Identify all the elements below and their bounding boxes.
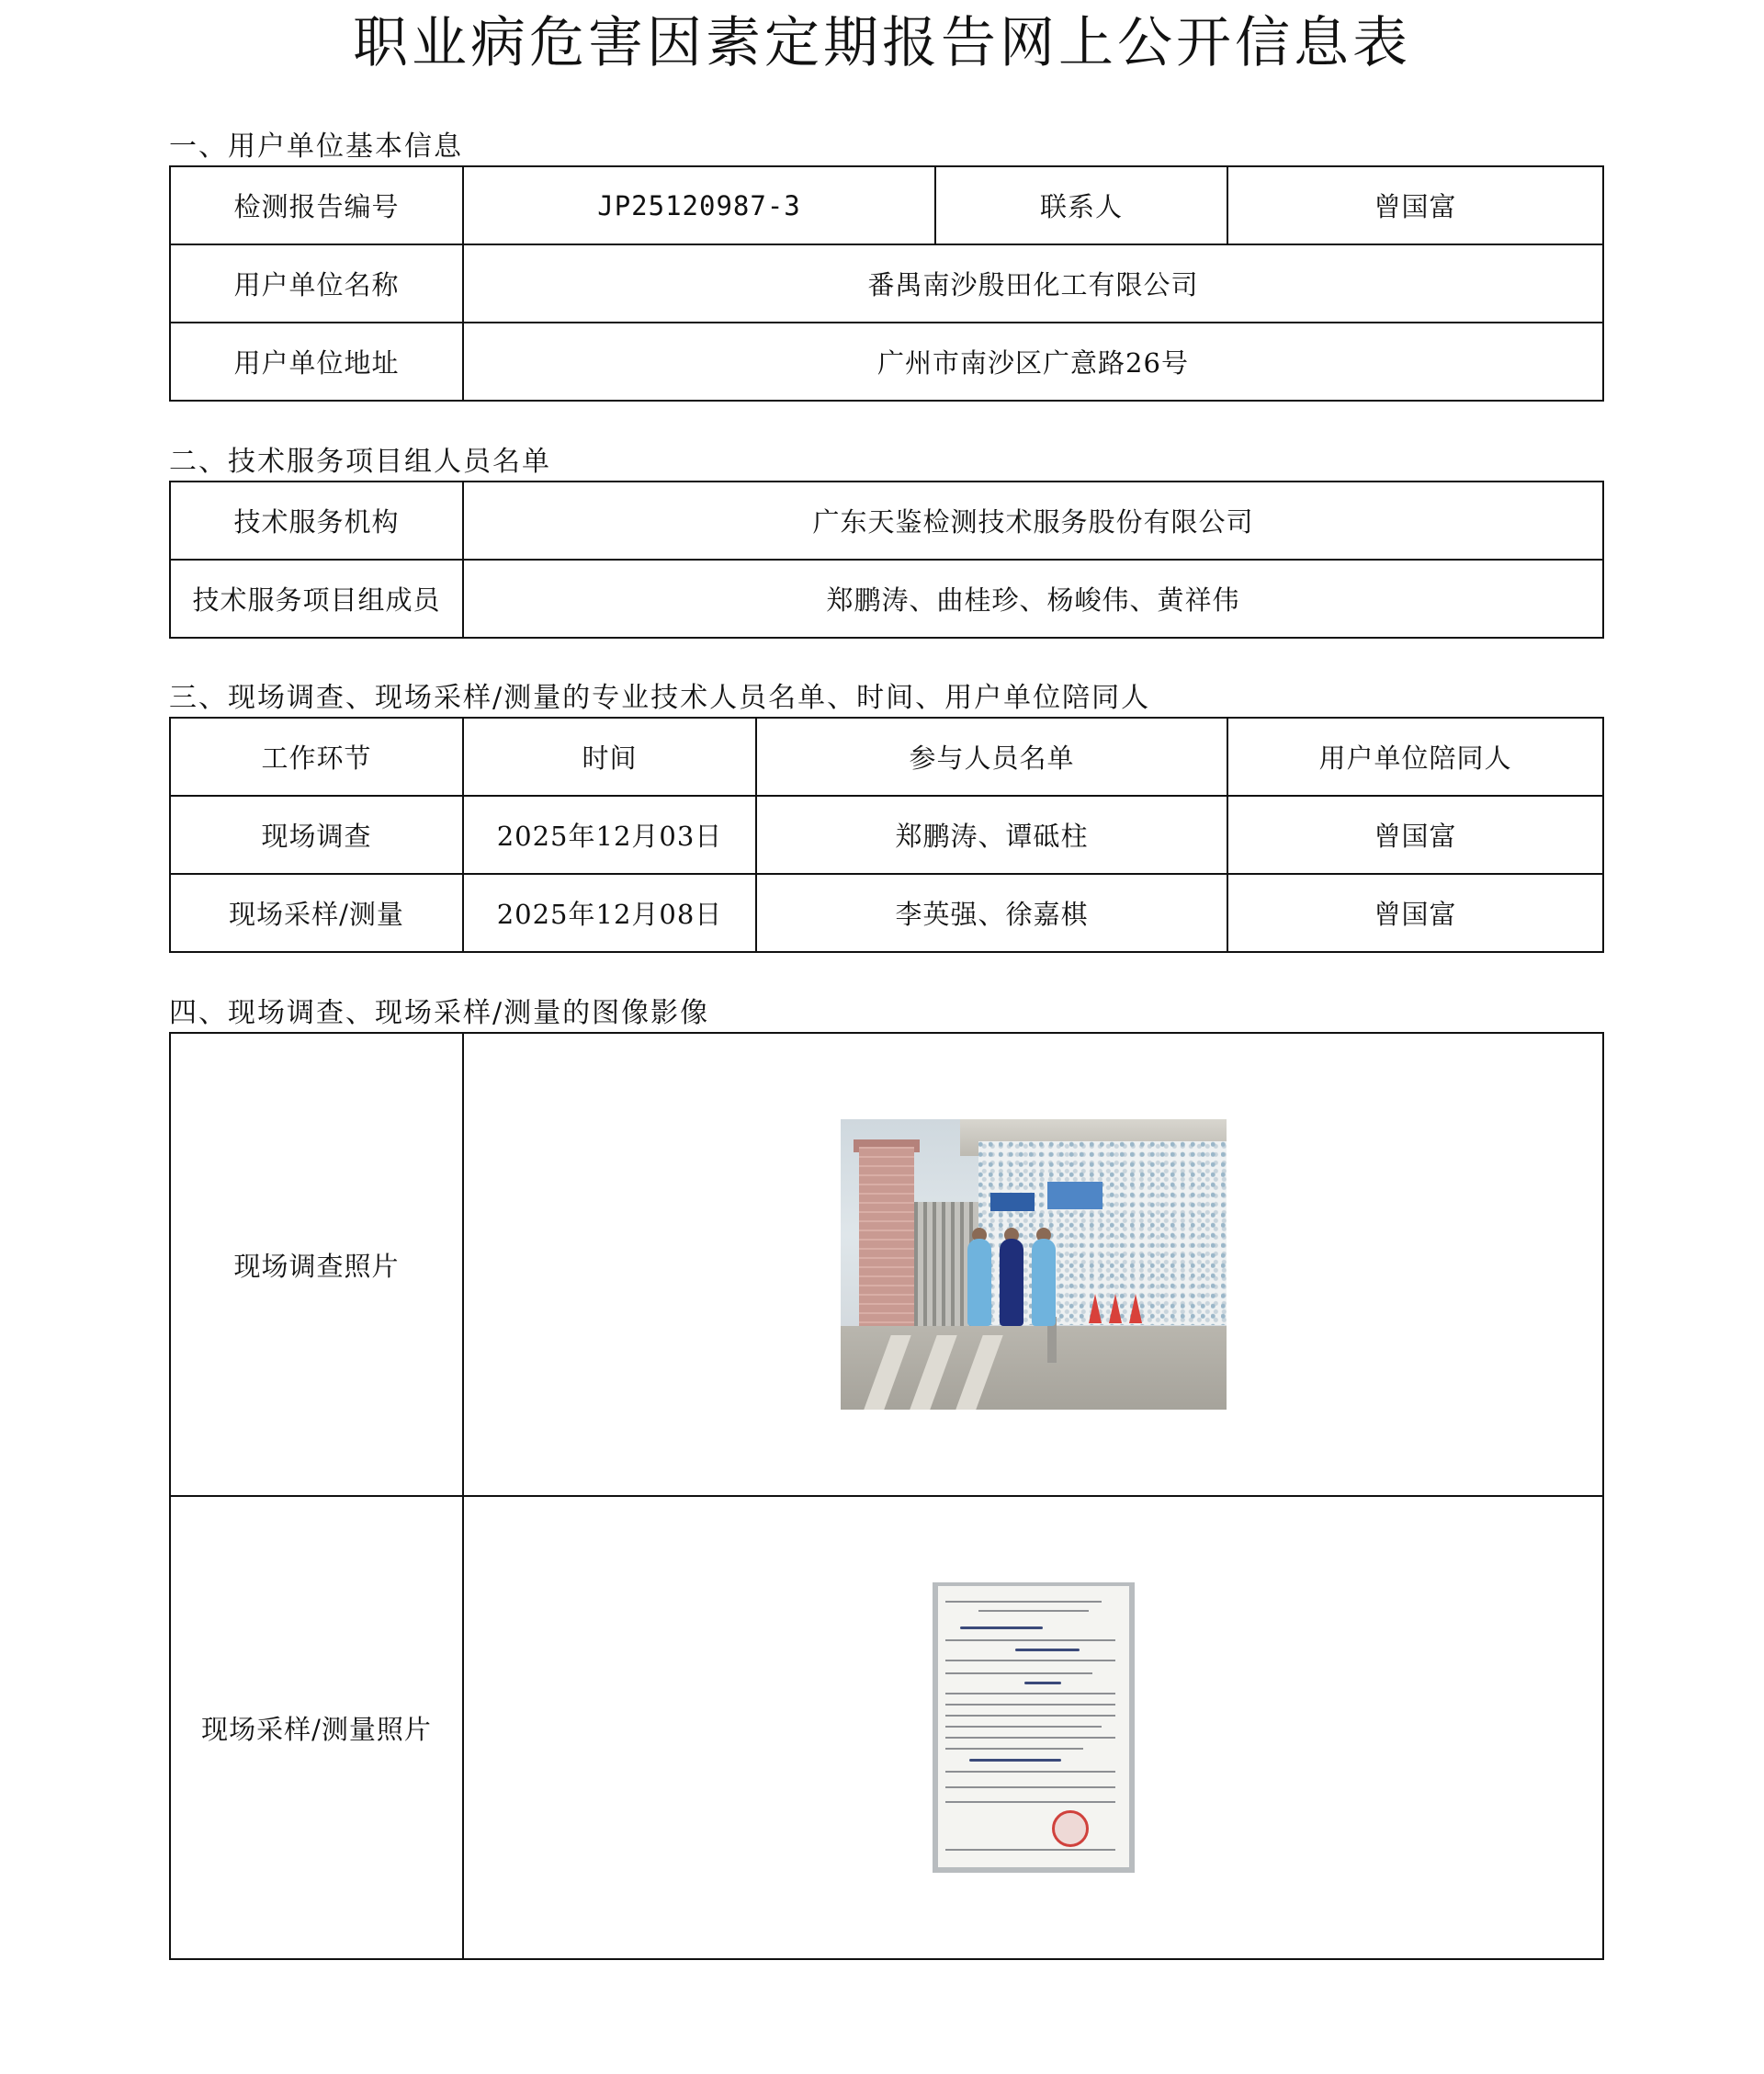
header-staff: 参与人员名单 <box>756 718 1227 796</box>
team-table <box>169 481 1604 639</box>
row-stage: 现场采样/测量 <box>170 874 463 952</box>
org-label: 技术服务机构 <box>170 482 463 560</box>
personnel-table <box>169 717 1604 953</box>
header-stage: 工作环节 <box>170 718 463 796</box>
row-date: 2025年12月08日 <box>463 874 756 952</box>
header-escort: 用户单位陪同人 <box>1227 718 1603 796</box>
row-stage: 现场调查 <box>170 796 463 874</box>
row-date: 2025年12月03日 <box>463 796 756 874</box>
photo-table <box>169 1032 1604 1960</box>
table-row <box>170 874 1603 952</box>
table-row <box>170 796 1603 874</box>
row-staff: 李英强、徐嘉棋 <box>756 874 1227 952</box>
unit-address-value: 广州市南沙区广意路26号 <box>463 323 1603 401</box>
sampling-photo-label: 现场采样/测量照片 <box>170 1496 463 1959</box>
page-title: 职业病危害因素定期报告网上公开信息表 <box>353 11 1411 75</box>
sampling-photo <box>933 1582 1135 1873</box>
members-value: 郑鹏涛、曲桂珍、杨峻伟、黄祥伟 <box>463 560 1603 638</box>
members-label: 技术服务项目组成员 <box>170 560 463 638</box>
section-3-heading: 三、现场调查、现场采样/测量的专业技术人员名单、时间、用户单位陪同人 <box>169 682 1151 714</box>
header-date: 时间 <box>463 718 756 796</box>
report-no-value: JP25120987-3 <box>463 166 935 244</box>
report-no-label: 检测报告编号 <box>170 166 463 244</box>
unit-name-label: 用户单位名称 <box>170 244 463 323</box>
contact-value: 曾国富 <box>1227 166 1603 244</box>
section-2-heading: 二、技术服务项目组人员名单 <box>169 446 551 478</box>
contact-label: 联系人 <box>935 166 1227 244</box>
unit-address-label: 用户单位地址 <box>170 323 463 401</box>
table-header-row <box>170 718 1603 796</box>
section-1-heading: 一、用户单位基本信息 <box>169 130 463 163</box>
basic-info-table <box>169 165 1604 402</box>
survey-photo <box>841 1119 1227 1410</box>
section-4-heading: 四、现场调查、现场采样/测量的图像影像 <box>169 997 710 1029</box>
row-escort: 曾国富 <box>1227 874 1603 952</box>
survey-photo-label: 现场调查照片 <box>170 1033 463 1496</box>
org-value: 广东天鉴检测技术服务股份有限公司 <box>463 482 1603 560</box>
unit-name-value: 番禺南沙殷田化工有限公司 <box>463 244 1603 323</box>
row-escort: 曾国富 <box>1227 796 1603 874</box>
row-staff: 郑鹏涛、谭砥柱 <box>756 796 1227 874</box>
